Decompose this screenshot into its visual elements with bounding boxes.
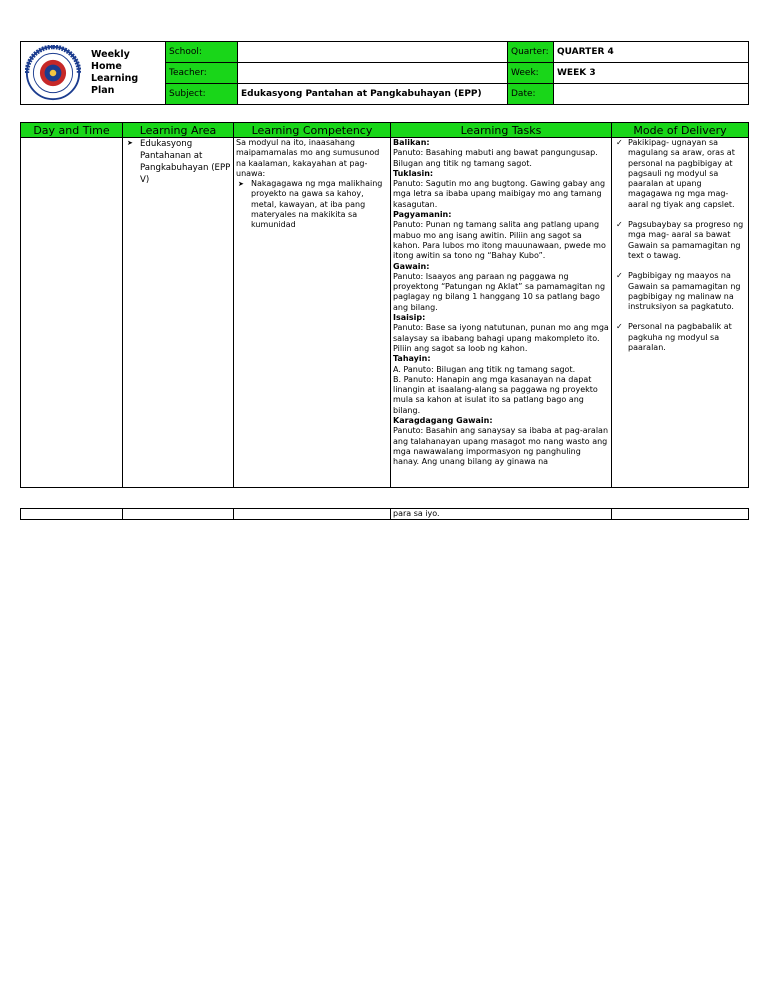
deped-seal-logo <box>25 45 81 101</box>
task-heading: Gawain: <box>393 261 430 271</box>
week-label: Week: <box>508 63 554 84</box>
quarter-label: Quarter: <box>508 42 554 63</box>
subject-label: Subject: <box>166 84 238 105</box>
col-header-day-time: Day and Time <box>21 123 123 138</box>
task-heading: Karagdagang Gawain: <box>393 416 493 426</box>
task-heading: Tahayin: <box>393 354 431 364</box>
competency-item: ➤ Nakagagawa ng mga malikhaing proyekto na gawa sa kahoy, metal, kawayan, at iba pang materyales na makikita sa kumunidad <box>236 179 388 230</box>
cont-learning-competency-cell <box>234 509 391 520</box>
table-row <box>21 138 749 488</box>
task-instruction: Panuto: Basahing mabuti ang bawat pangungusap. Bilugan ang titik ng tamang sagot. <box>393 148 598 168</box>
list-item <box>614 271 746 312</box>
list-item <box>614 322 746 353</box>
delivery-text: Pagsubaybay sa progreso ng mga mag- aaral sa bawat Gawain sa pamamagitan ng text o tawag. <box>628 220 744 260</box>
teacher-label: Teacher: <box>166 63 238 84</box>
col-header-mode-of-delivery: Mode of Delivery <box>612 123 749 138</box>
check-icon: ✓ <box>616 138 623 147</box>
learning-plan-table <box>20 122 749 488</box>
cont-day-time-cell <box>21 509 123 520</box>
delivery-text: Pagbibigay ng maayos na Gawain sa pamamagitan ng pagbibigay ng malinaw na instruksiyon sa pagkatuto. <box>628 271 741 312</box>
teacher-field[interactable] <box>238 63 508 84</box>
header-table <box>20 41 749 105</box>
task-instruction: Panuto: Isaayos ang paraan ng paggawa ng proyektong “Patungan ng Aklat” sa pamamagitan ng paglagay ng bilang 1 hanggang 10 sa patlang bago ang bilang. <box>393 271 606 312</box>
cont-learning-area-cell <box>123 509 234 520</box>
task-instruction: A. Panuto: Bilugan ang titik ng tamang sagot. B. Panuto: Hanapin ang mga kasanayan na dapat linangin at isaalang-alang sa paggawa ng proyekto mula sa kahon at isulat ito sa patlang bago ang bilang. <box>393 364 598 415</box>
check-icon: ✓ <box>616 220 623 230</box>
day-time-cell <box>21 138 123 488</box>
list-item <box>614 138 746 210</box>
task-heading: Balikan: <box>393 138 430 147</box>
delivery-list <box>614 138 746 353</box>
task-instruction: Panuto: Punan ng tamang salita ang patlang upang mabuo mo ang isang awitin. Piliin ang sagot sa kahon. Para lubos mo itong mauunawaan, pwede mo itong awitin sa tono ng “Bahay Kubo”. <box>393 220 606 261</box>
list-item <box>614 220 746 261</box>
learning-area-cell <box>123 138 234 488</box>
cont-mode-of-delivery-cell <box>612 509 749 520</box>
continuation-table <box>20 508 749 520</box>
date-label: Date: <box>508 84 554 105</box>
delivery-text: Personal na pagbabalik at pagkuha ng modyul sa paaralan. <box>628 322 732 353</box>
task-heading: Pagyamanin: <box>393 210 452 220</box>
learning-tasks-cell <box>391 138 612 488</box>
week-value: WEEK 3 <box>554 63 749 84</box>
learning-competency-cell <box>234 138 391 488</box>
col-header-learning-tasks: Learning Tasks <box>391 123 612 138</box>
date-field[interactable] <box>554 84 749 105</box>
task-heading: Isaisip: <box>393 313 426 323</box>
col-header-learning-competency: Learning Competency <box>234 123 391 138</box>
task-heading: Tuklasin: <box>393 168 434 178</box>
competency-intro: Sa modyul na ito, inaasahang maipamamalas mo ang sumusunod na kaalaman, kakayahan at pag-unawa: <box>236 138 380 178</box>
subject-value: Edukasyong Pantahan at Pangkabuhayan (EPP) <box>238 84 508 105</box>
task-instruction: Panuto: Basahin ang sanaysay sa ibaba at pag-aralan ang talahanayan upang masagot mo nang wasto ang mga nawawalang impormasyon ng panghuling hanay. Ang unang bilang ay ginawa na <box>393 426 609 467</box>
task-instruction: Panuto: Sagutin mo ang bugtong. Gawing gabay ang mga letra sa ibaba upang maibigay mo ang tamang kasagutan. <box>393 179 606 209</box>
cont-learning-tasks-cell: para sa iyo. <box>391 509 612 520</box>
col-header-learning-area: Learning Area <box>123 123 234 138</box>
school-label: School: <box>166 42 238 63</box>
quarter-value: QUARTER 4 <box>554 42 749 63</box>
table-row <box>21 509 749 520</box>
plan-title: Weekly Home Learning Plan <box>91 49 139 96</box>
learning-area-item: ➤ Edukasyong Pantahanan at Pangkabuhayan (EPP V) <box>125 138 231 186</box>
school-field[interactable] <box>238 42 508 63</box>
delivery-text: Pakikipag- ugnayan sa magulang sa araw, oras at personal na pagbibigay at pagsauli ng modyul sa paaralan at upang magagawa ng mga mag-aaral ng tiyak ang capslet. <box>628 138 735 209</box>
check-icon: ✓ <box>616 271 623 281</box>
mode-of-delivery-cell <box>612 138 749 488</box>
task-instruction: Panuto: Base sa iyong natutunan, punan mo ang mga salaysay sa ibabang bahagi upang makompleto ito. Piliin ang sagot sa loob ng kahon. <box>393 323 609 353</box>
header-logo-cell <box>21 42 166 105</box>
learning-tasks-list <box>393 138 609 487</box>
check-icon: ✓ <box>616 322 623 332</box>
table-header-row <box>21 123 749 138</box>
